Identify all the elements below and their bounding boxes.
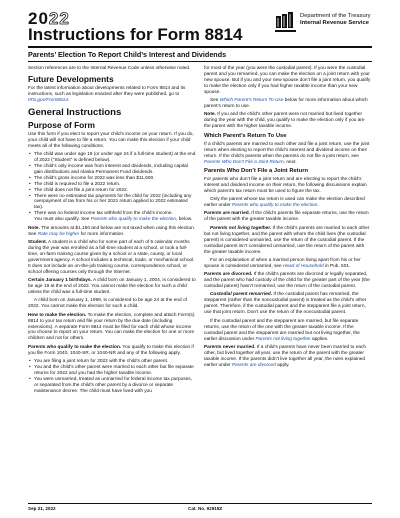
- footer-cat-number: Cat. No. 92918Z: [188, 506, 223, 511]
- how-paragraph: [28, 313, 196, 343]
- if-text: If the custodial parent and the stepparent are married, but file separate returns, use the return of the one with the greater taxable income. If the custodial parent and the stepparent are married but not living together, the earlier discussion under: [204, 318, 360, 342]
- intro-text: Section references are to the Internal Revenue Code unless otherwise noted.: [28, 66, 191, 71]
- list-item: • You were unmarried, treated as unmarried for federal income tax purposes, or separated from the child’s other parent by a divorce or separate maintenance decree. The child must have lived with you: [28, 377, 196, 395]
- list-item: • You and the child’s other parent were married to each other but file separate returns for 2022 and you had the higher taxable income.: [28, 365, 196, 377]
- note-text: The amounts at $1,150 and below are not taxed when using this election. See: [28, 225, 196, 237]
- birthdays-label: Certain January 1 birthdays.: [28, 278, 92, 284]
- custodial-text: If the custodial parent has remarried, the stepparent (rather than the noncustodial parent) is treated as the child’s other parent. Therefore, if the custodial parent and the stepparent file a joint return, use that joint return. Don’t use the return of the noncustodial parent.: [204, 292, 367, 316]
- married-paragraph: [204, 211, 372, 223]
- agency-logo: [275, 11, 375, 35]
- dont-text: For parents who don’t file a joint return and are electing to report the child’s interest and dividend income on their return, the following discussions explain which parent’s tax return must be used to figure the tax.: [204, 176, 367, 194]
- which-end: , next.: [283, 159, 297, 165]
- birthdays-text: A child born on January 1, 2004, is considered to be age 19 at the end of 2022. You cannot make the election for such a child unless the child was a full-time student.: [28, 278, 196, 295]
- agency-department: Department of the Treasury: [300, 13, 371, 19]
- born-text: A child born on January 1, 1999, is considered to be age 24 at the end of 2022. You cannot make this election for such a child.: [28, 298, 187, 310]
- never-end: apply.: [275, 362, 290, 368]
- also-link[interactable]: Parents who qualify to make the election: [90, 217, 177, 223]
- future-link[interactable]: IRS.gov/Form8814: [28, 98, 68, 104]
- how-label: How to make the election.: [28, 312, 87, 318]
- future-end: .: [67, 98, 70, 104]
- list-item: • You are filing a joint return for 2022 with the child’s other parent.: [28, 359, 196, 365]
- divorced-paragraph: [204, 272, 372, 290]
- subtitle-rule: [28, 61, 372, 62]
- together-text: If the child’s parents are married to each other but not living together, and the parent with whom the child lives (the custodial parent) is considered unmarried, use the return of the custodial parent. If the custodial parent isn’t considered unmarried, use the return of the parent with the greater taxable income.: [204, 225, 370, 255]
- together-label: Parents not living together.: [210, 225, 272, 231]
- divorced-text: If the child’s parents are divorced or legally separated, and the parent who had custody of the child for the greater part of the year (the custodial parent) hasn’t remarried, use the return of the custodial parent.: [204, 272, 370, 290]
- which-link[interactable]: Parents Who Don’t File a Joint Return: [204, 159, 284, 165]
- only-link[interactable]: Parents who qualify to make the election: [232, 203, 318, 209]
- agency-service: Internal Revenue Service: [300, 20, 369, 26]
- only-paragraph: [204, 197, 372, 209]
- general-heading: General Instructions: [28, 106, 122, 118]
- irs-eagle-icon: [275, 11, 297, 33]
- future-text: For the latest information about developments related to Form 8814 and its instructions, such as legislation enacted after they were published, go to: [28, 86, 186, 98]
- qualify-label: Parents who qualify to make the election.: [28, 344, 122, 350]
- year-prefix: 20: [28, 9, 49, 28]
- which-paragraph: [204, 142, 372, 166]
- how-text: To make the election, complete and attach Form(s) 8814 to your tax return and file your return by the due date (including extensions). A separate Form 8814 must be filed for each child whose income you choose to report on your return. You can make the election for one or more children and not for others.: [28, 312, 195, 342]
- purpose-heading: Purpose of Form: [28, 119, 96, 130]
- list-item: • The child does not file a joint return for 2022.: [28, 188, 196, 194]
- see-paragraph: [204, 98, 372, 110]
- never-link[interactable]: Parents are divorced: [232, 362, 276, 368]
- together-paragraph: [204, 226, 372, 256]
- which-text: If a child’s parents are married to each other and file a joint return, use the joint return when electing to report the child’s interest and dividend income on their return. If the child’s parents when the parents do not file a joint return, see: [204, 141, 370, 159]
- married-text: If the child’s parents file separate returns, use the return of the parent with the greater taxable income.: [204, 211, 369, 223]
- expl-end: in Pub. 501.: [323, 263, 351, 269]
- list-item: • The child’s only income was from interest and dividends, including capital gain distributions and Alaska Permanent Fund dividends.: [28, 164, 196, 176]
- list-item: • The child’s gross income for 2022 was less than $11,500.: [28, 176, 196, 182]
- dont-heading: Parents Who Don’t File a Joint Return: [204, 167, 309, 174]
- purpose-text: Use this form if you elect to report your child’s income on your return. If you do, your child will not have to file a return. You can make this election if your child meets all of the following conditions.: [28, 131, 194, 149]
- if-link[interactable]: Parents not living together: [255, 336, 311, 342]
- future-paragraph: [28, 86, 196, 104]
- expl-text: For an explanation of when a married person living apart from his or her spouse is considered unmarried, see: [204, 257, 361, 269]
- year-suffix: 22: [48, 9, 70, 28]
- custodial-label: Custodial parent remarried.: [210, 292, 273, 298]
- custodial-paragraph: [204, 292, 372, 316]
- see-text: See: [210, 98, 220, 104]
- list-item: • There were no estimated tax payments for the child for 2022 (including any overpayment of tax from his or her 2021 return applied to 2022 estimated tax).: [28, 194, 196, 212]
- student-paragraph: [28, 240, 196, 276]
- if-paragraph: [204, 319, 372, 343]
- note-label: Note.: [28, 225, 40, 231]
- only-text: Only the parent whose tax return is used can make the election described earlier under: [204, 197, 365, 209]
- conditions-list: [28, 152, 196, 217]
- married-label: Parents are married.: [204, 211, 250, 217]
- also-end: , below.: [176, 217, 193, 223]
- right-column: [204, 66, 372, 371]
- student-label: Student.: [28, 239, 47, 245]
- right-note-label: Note.: [204, 112, 216, 118]
- also-paragraph: [28, 217, 196, 223]
- note-end: for more information.: [79, 231, 125, 237]
- list-item: • The child was under age 19 (or under age 24 if a full-time student) at the end of 2022 (“Student” is defined below).: [28, 152, 196, 164]
- page-subtitle: Parents’ Election To Report Child’s Interest and Dividends: [28, 50, 227, 59]
- birthdays-paragraph: [28, 278, 196, 296]
- note-paragraph: [28, 226, 196, 238]
- which-heading: Which Parent’s Return To Use: [204, 132, 287, 139]
- left-column: [28, 66, 196, 395]
- also-text: You must also qualify. See: [34, 217, 91, 223]
- expl-link[interactable]: Head of Household: [282, 263, 324, 269]
- future-heading: Future Developments: [28, 74, 114, 85]
- never-paragraph: [204, 345, 372, 369]
- qualify-list: [28, 359, 196, 395]
- only-end: .: [317, 203, 319, 209]
- footer-rule: [28, 503, 372, 504]
- never-text: If a child’s parents have never been married to each other, but lived together all year, use the return of the parent with the greater taxable income. If the parents didn’t live together all year, the rules explained earlier under: [204, 344, 367, 368]
- student-text: A student is a child who for some part of each of 5 calendar months during the year was enrolled as a full-time student at a school, or took a full-time, on-farm training course given by a school or a state, county, or local government agency. A school includes a technical, trade, or mechanical school. It does not include an on-the-job training course, correspondence school, or school offering courses only through the Internet.: [28, 239, 195, 275]
- see-end: below for more information about which parent’s return to use.: [204, 98, 368, 110]
- divorced-label: Parents are divorced.: [204, 272, 253, 278]
- footer-date: Sep 21, 2022: [28, 506, 56, 511]
- note-link[interactable]: Rate may be higher: [37, 231, 80, 237]
- if-end: applies.: [310, 336, 329, 342]
- continued-text: for most of the year (you were the custodial parent). If you were the custodial parent and you remarried, you can make the election on a joint return with your new spouse. But if you and your new spouse don’t file a joint return, you qualify to make the election only if you had higher taxable income than your new spouse.: [204, 66, 371, 95]
- page-title: Instructions for Form 8814: [28, 25, 243, 44]
- list-item: • The child is required to file a 2022 return.: [28, 182, 196, 188]
- expl-paragraph: [204, 258, 372, 270]
- right-note-paragraph: [204, 112, 372, 130]
- see-link[interactable]: Which Parent’s Return To Use: [219, 98, 284, 104]
- qualify-paragraph: [28, 345, 196, 357]
- right-note-text: If you and the child’s other parent were not married but lived together during the year with the child, you qualify to make the election only if you are the parent with the higher taxable income.: [204, 112, 365, 130]
- list-item: • There was no federal income tax withheld from the child’s income.: [28, 211, 196, 217]
- header-rule: [28, 46, 372, 48]
- qualify-text: You qualify to make this election if you file Form 1040, 1040-SR, or 1040-NR and any of the following apply.: [28, 344, 194, 356]
- never-label: Parents never married.: [204, 344, 256, 350]
